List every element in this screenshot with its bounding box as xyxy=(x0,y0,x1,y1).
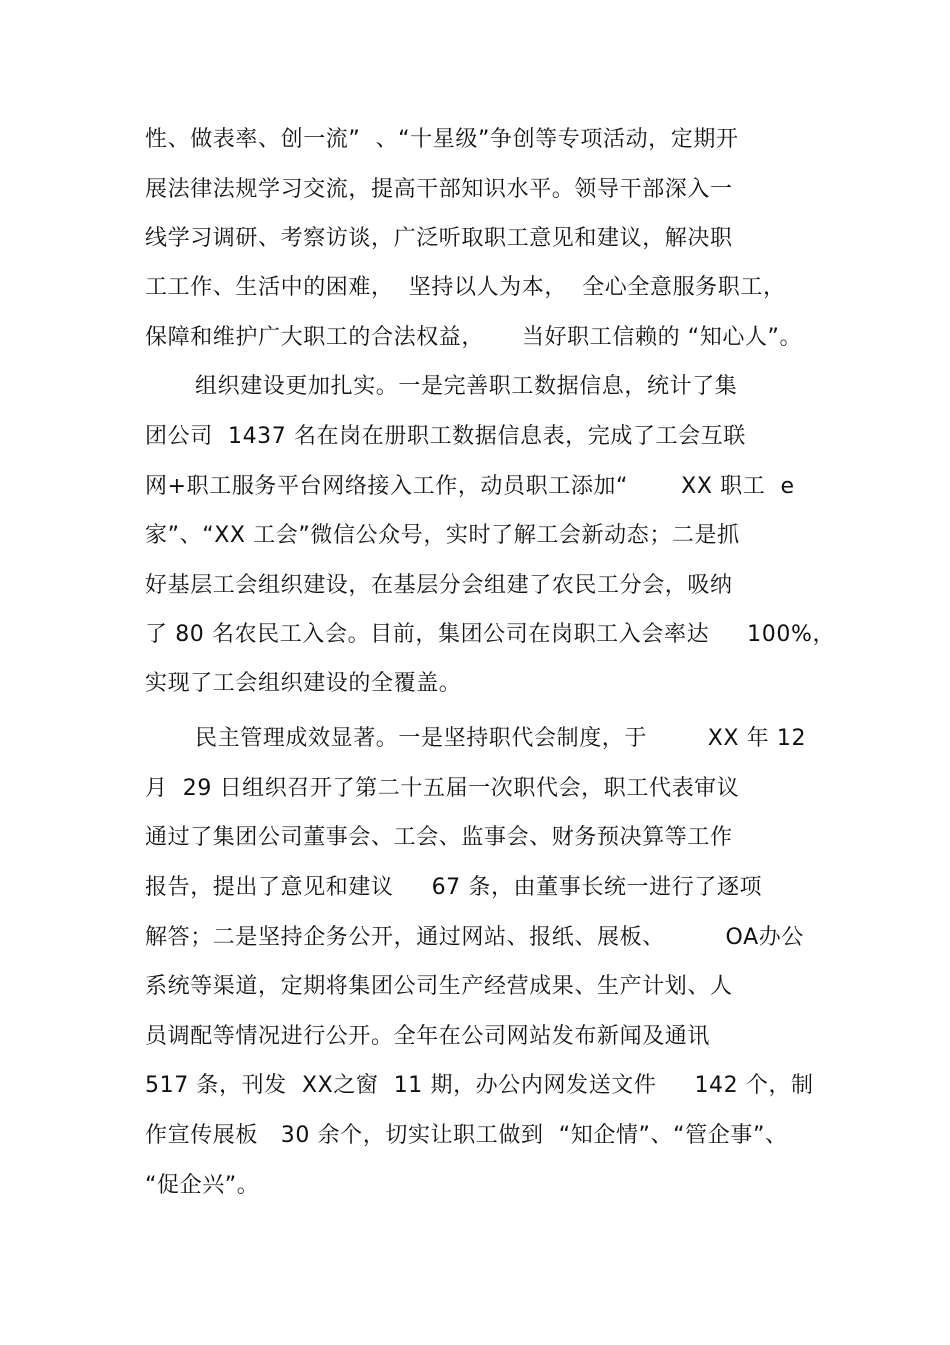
paragraph-first-line: 组织建设更加扎实。一是完善职工数据信息，统计了集 xyxy=(195,374,738,399)
text-line: 解答；二是坚持企务公开，通过网站、报纸、展板、 OA办公 xyxy=(145,925,804,950)
text-line: 员调配等情况进行公开。全年在公司网站发布新闻及通讯 xyxy=(145,1024,711,1049)
text-line: 家”、“XX 工会”微信公众号，实时了解工会新动态；二是抓 xyxy=(145,523,740,548)
text-line: 作宣传展板 30 余个，切实让职工做到 “知企情”、“管企事”、 xyxy=(145,1123,788,1148)
text-line: 了 80 名农民工入会。目前，集团公司在岗职工入会率达 100%， xyxy=(145,622,836,647)
text-line: 保障和维护广大职工的合法权益， 当好职工信赖的 “知心人”。 xyxy=(145,325,803,350)
text-line: 通过了集团公司董事会、工会、监事会、财务预决算等工作 xyxy=(145,825,733,850)
text-line: 线学习调研、考察访谈，广泛听取职工意见和建议，解决职 xyxy=(145,226,733,251)
text-line: 好基层工会组织建设，在基层分会组建了农民工分会，吸纳 xyxy=(145,573,733,598)
text-line: 实现了工会组织建设的全覆盖。 xyxy=(145,671,462,696)
paragraph-first-line: 民主管理成效显著。一是坚持职代会制度，于 XX 年 12 xyxy=(195,726,807,751)
text-line: 517 条，刊发 XX之窗 11 期，办公内网发送文件 142 个，制 xyxy=(145,1073,814,1098)
text-line: 工工作、生活中的困难， 坚持以人为本， 全心全意服务职工， xyxy=(145,275,786,300)
text-line: 网+职工服务平台网络接入工作，动员职工添加“ XX 职工 e xyxy=(145,474,795,499)
text-line: 性、做表率、创一流” 、“十星级”争创等专项活动，定期开 xyxy=(145,127,739,152)
text-line: 月 29 日组织召开了第二十五届一次职代会，职工代表审议 xyxy=(145,776,740,801)
text-line: “促企兴”。 xyxy=(145,1173,260,1198)
text-line: 展法律法规学习交流，提高干部知识水平。领导干部深入一 xyxy=(145,177,733,202)
text-line: 报告，提出了意见和建议 67 条，由董事长统一进行了逐项 xyxy=(145,875,763,900)
text-line: 系统等渠道，定期将集团公司生产经营成果、生产计划、人 xyxy=(145,974,733,999)
text-line: 团公司 1437 名在岗在册职工数据信息表，完成了工会互联 xyxy=(145,424,746,449)
